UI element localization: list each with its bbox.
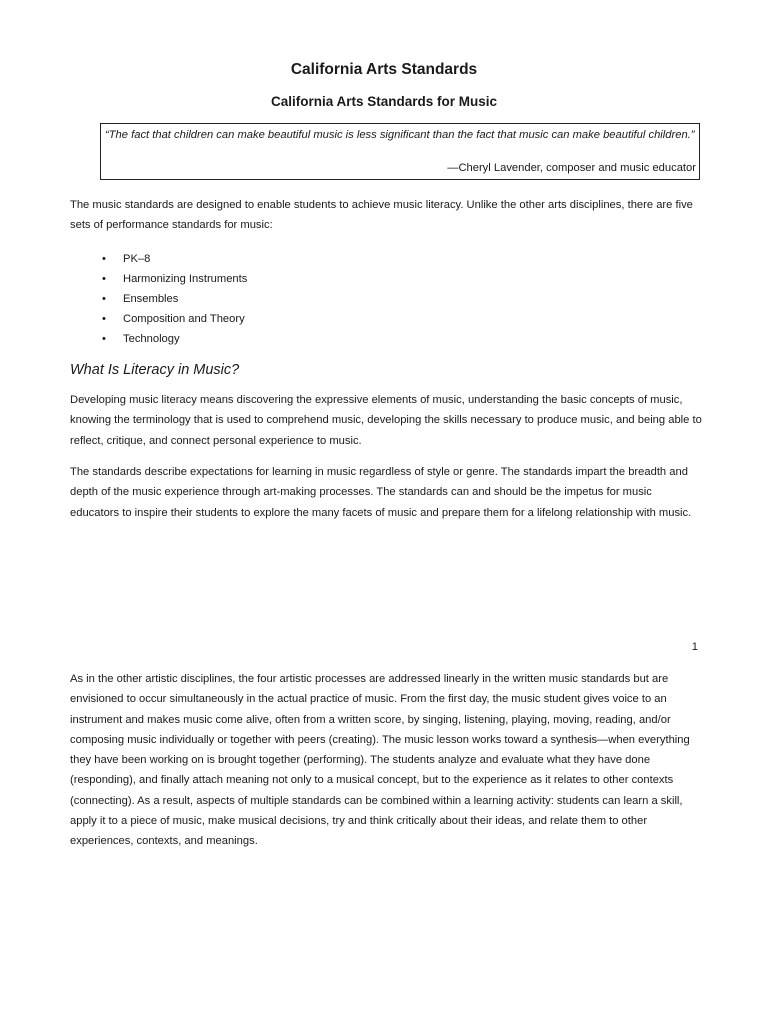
list-item-label: Ensembles: [123, 293, 179, 305]
list-item-label: Harmonizing Instruments: [123, 273, 248, 285]
list-item: [102, 289, 247, 309]
standards-list: [102, 249, 247, 349]
bullet: •: [102, 273, 106, 285]
quote-text: “The fact that children can make beautiful music is less significant than the fact that music can make beautiful children.”: [105, 129, 695, 141]
page-number: 1: [691, 641, 698, 653]
list-item: [102, 269, 247, 289]
list-item: [102, 329, 247, 349]
bullet: •: [102, 253, 106, 265]
list-item-label: Composition and Theory: [123, 313, 245, 325]
continuation-paragraph: As in the other artistic disciplines, the four artistic processes are addressed linearly in the written music standards but are envisioned to occur simultaneously in the actual practice of music. From the first day, the music student gives voice to an instrument and makes music come alive, often from a written score, by singing, listening, playing, moving, reading, and/or composing music individually or together with peers (creating). The music lesson works toward a synthesis—when everything they have been working on is brought together (performing). The students analyze and evaluate what they have done (responding), and finally attach meaning not only to a musical concept, but to the experience as it relates to other contexts (connecting). As a result, aspects of multiple standards can be combined within a learning activity: students can learn a skill, apply it to a piece of music, make musical decisions, try and think critically about their ideas, and relate them to other experiences, contexts, and meanings.: [70, 673, 690, 848]
bullet: •: [102, 293, 106, 305]
list-item: [102, 309, 247, 329]
quote-attribution: —Cheryl Lavender, composer and music educator: [447, 162, 696, 174]
quote-box: [100, 123, 700, 180]
page-subtitle: California Arts Standards for Music: [270, 94, 498, 109]
section-heading: What Is Literacy in Music?: [70, 362, 240, 378]
intro-paragraph: The music standards are designed to enable students to achieve music literacy. Unlike the other arts disciplines, there are five sets of performance standards for music:: [70, 199, 693, 232]
list-item-label: PK–8: [123, 253, 151, 265]
page-title: California Arts Standards: [290, 61, 478, 78]
list-item-label: Technology: [123, 333, 180, 345]
bullet: •: [102, 313, 106, 325]
list-item: [102, 249, 247, 269]
literacy-paragraph: Developing music literacy means discovering the expressive elements of music, understanding the basic concepts of music, knowing the terminology that is used to comprehend music, developing the skills necessary to produce music, and being able to reflect, critique, and connect personal experience to music.: [70, 394, 702, 447]
bullet: •: [102, 333, 106, 345]
standards-paragraph: The standards describe expectations for learning in music regardless of style or genre. The standards impart the breadth and depth of the music experience through art-making processes. The standards can and should be the impetus for music educators to inspire their students to explore the many facets of music and prepare them for a lifelong relationship with music.: [70, 466, 692, 519]
